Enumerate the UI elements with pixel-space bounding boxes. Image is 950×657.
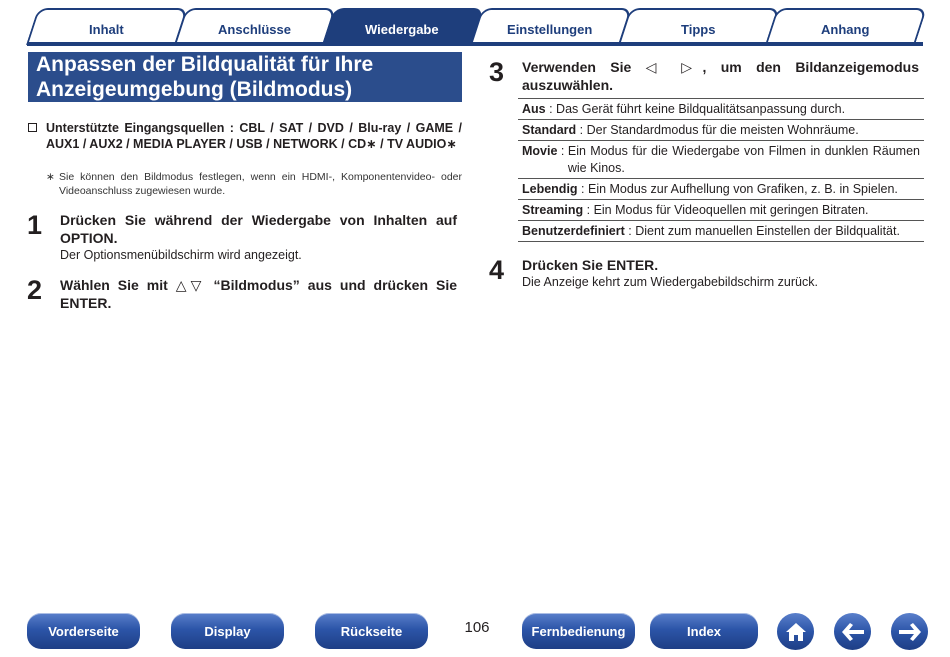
- mode-row-movie: Movie : Ein Modus für die Wiedergabe von Filmen in dunklen Räumen wie Kinos.: [518, 140, 924, 178]
- page-title: [28, 52, 462, 102]
- mode-name: Benutzerdefiniert: [522, 224, 625, 238]
- mode-name: Movie: [522, 144, 558, 158]
- index-button[interactable]: [650, 613, 758, 649]
- page-title-line-1: Anpassen der Bildqualität für Ihre: [36, 53, 374, 76]
- tab-label: Anschlüsse: [217, 22, 291, 37]
- rear-panel-button[interactable]: [315, 613, 428, 649]
- tab-inhalt[interactable]: [26, 8, 188, 45]
- footnote: [46, 170, 462, 198]
- tab-label: Einstellungen: [507, 22, 593, 37]
- checkbox-bullet-icon: [28, 123, 37, 132]
- tab-wiedergabe[interactable]: [322, 8, 484, 45]
- tab-einstellungen[interactable]: [470, 8, 632, 45]
- step-description-4: Die Anzeige kehrt zum Wiedergabebildschirm zurück.: [522, 275, 818, 289]
- picture-mode-table: [518, 98, 924, 242]
- tab-anschluesse[interactable]: [174, 8, 336, 45]
- mode-name: Aus: [522, 102, 546, 116]
- mode-row-lebendig: Lebendig : Ein Modus zur Aufhellung von Grafiken, z. B. in Spielen.: [518, 178, 924, 199]
- step-heading-3: Verwenden Sie ◁ ▷, um den Bildanzeigemodus auszuwählen.: [522, 59, 919, 93]
- tab-label: Wiedergabe: [365, 22, 439, 37]
- mode-name: Lebendig: [522, 182, 578, 196]
- mode-description: Dient zum manuellen Einstellen der Bildqualität.: [635, 224, 900, 238]
- mode-row-standard: Standard : Der Standardmodus für die meisten Wohnräume.: [518, 119, 924, 140]
- mode-row-benutzerdefiniert: Benutzerdefiniert : Dient zum manuellen Einstellen der Bildqualität.: [518, 220, 924, 242]
- home-button[interactable]: [777, 613, 814, 650]
- nav-label: Display: [204, 623, 251, 639]
- page-number: 106: [464, 619, 490, 636]
- tab-label: Inhalt: [88, 22, 124, 37]
- next-page-button[interactable]: [891, 613, 928, 650]
- tab-anhang[interactable]: [765, 8, 927, 45]
- tab-bar: [0, 0, 950, 46]
- step-description-1: Der Optionsmenübildschirm wird angezeigt.: [60, 248, 302, 262]
- home-icon: [784, 621, 808, 643]
- footnote-marker: ∗: [46, 171, 55, 183]
- nav-label: Vorderseite: [48, 623, 119, 639]
- arrow-left-icon: [840, 622, 866, 642]
- page-title-line-2: Anzeigeumgebung (Bildmodus): [36, 78, 353, 101]
- step-heading-4: Drücken Sie ENTER.: [522, 257, 659, 273]
- footnote-text: Sie können den Bildmodus festlegen, wenn ein HDMI-, Komponentenvideo- oder Videoanschluss zugewiesen wurde.: [59, 171, 462, 197]
- mode-description: Ein Modus für die Wiedergabe von Filmen in dunklen Räumen wie Kinos.: [567, 144, 920, 175]
- mode-name: Standard: [522, 123, 577, 137]
- previous-page-button[interactable]: [834, 613, 871, 650]
- step-number-2: 2: [27, 275, 43, 305]
- mode-name: Streaming: [522, 203, 584, 217]
- tab-underline: [27, 42, 923, 46]
- step-number-3: 3: [489, 57, 505, 87]
- supported-sources-text: Unterstützte Eingangsquellen : CBL / SAT / DVD / Blu-ray / GAME / AUX1 / AUX2 / MEDIA PLAYER / USB / NETWORK / CD∗ / TV AUDIO∗: [46, 121, 462, 151]
- display-button[interactable]: [171, 613, 284, 649]
- step-number-4: 4: [489, 255, 505, 285]
- mode-description: Das Gerät führt keine Bildqualitätsanpassung durch.: [556, 102, 846, 116]
- tab-tipps[interactable]: [618, 8, 780, 45]
- arrow-right-icon: [897, 622, 923, 642]
- nav-label: Index: [687, 623, 721, 639]
- mode-description: Ein Modus zur Aufhellung von Grafiken, z. B. in Spielen.: [587, 182, 898, 196]
- step-number-1: 1: [27, 210, 43, 240]
- tab-label: Tipps: [680, 22, 716, 37]
- tab-label: Anhang: [820, 22, 870, 37]
- mode-row-aus: Aus : Das Gerät führt keine Bildqualitätsanpassung durch.: [518, 98, 924, 119]
- mode-row-streaming: Streaming : Ein Modus für Videoquellen mit geringen Bitraten.: [518, 199, 924, 220]
- mode-description: Der Standardmodus für die meisten Wohnräume.: [586, 123, 859, 137]
- step-heading-1: Drücken Sie während der Wiedergabe von Inhalten auf OPTION.: [60, 212, 457, 246]
- nav-label: Fernbedienung: [531, 623, 626, 639]
- front-panel-button[interactable]: [27, 613, 140, 649]
- mode-description: Ein Modus für Videoquellen mit geringen Bitraten.: [593, 203, 869, 217]
- nav-label: Rückseite: [340, 623, 403, 639]
- supported-sources: [28, 120, 462, 152]
- step-heading-2: Wählen Sie mit △▽ “Bildmodus” aus und drücken Sie ENTER.: [60, 277, 457, 311]
- remote-control-button[interactable]: [522, 613, 635, 649]
